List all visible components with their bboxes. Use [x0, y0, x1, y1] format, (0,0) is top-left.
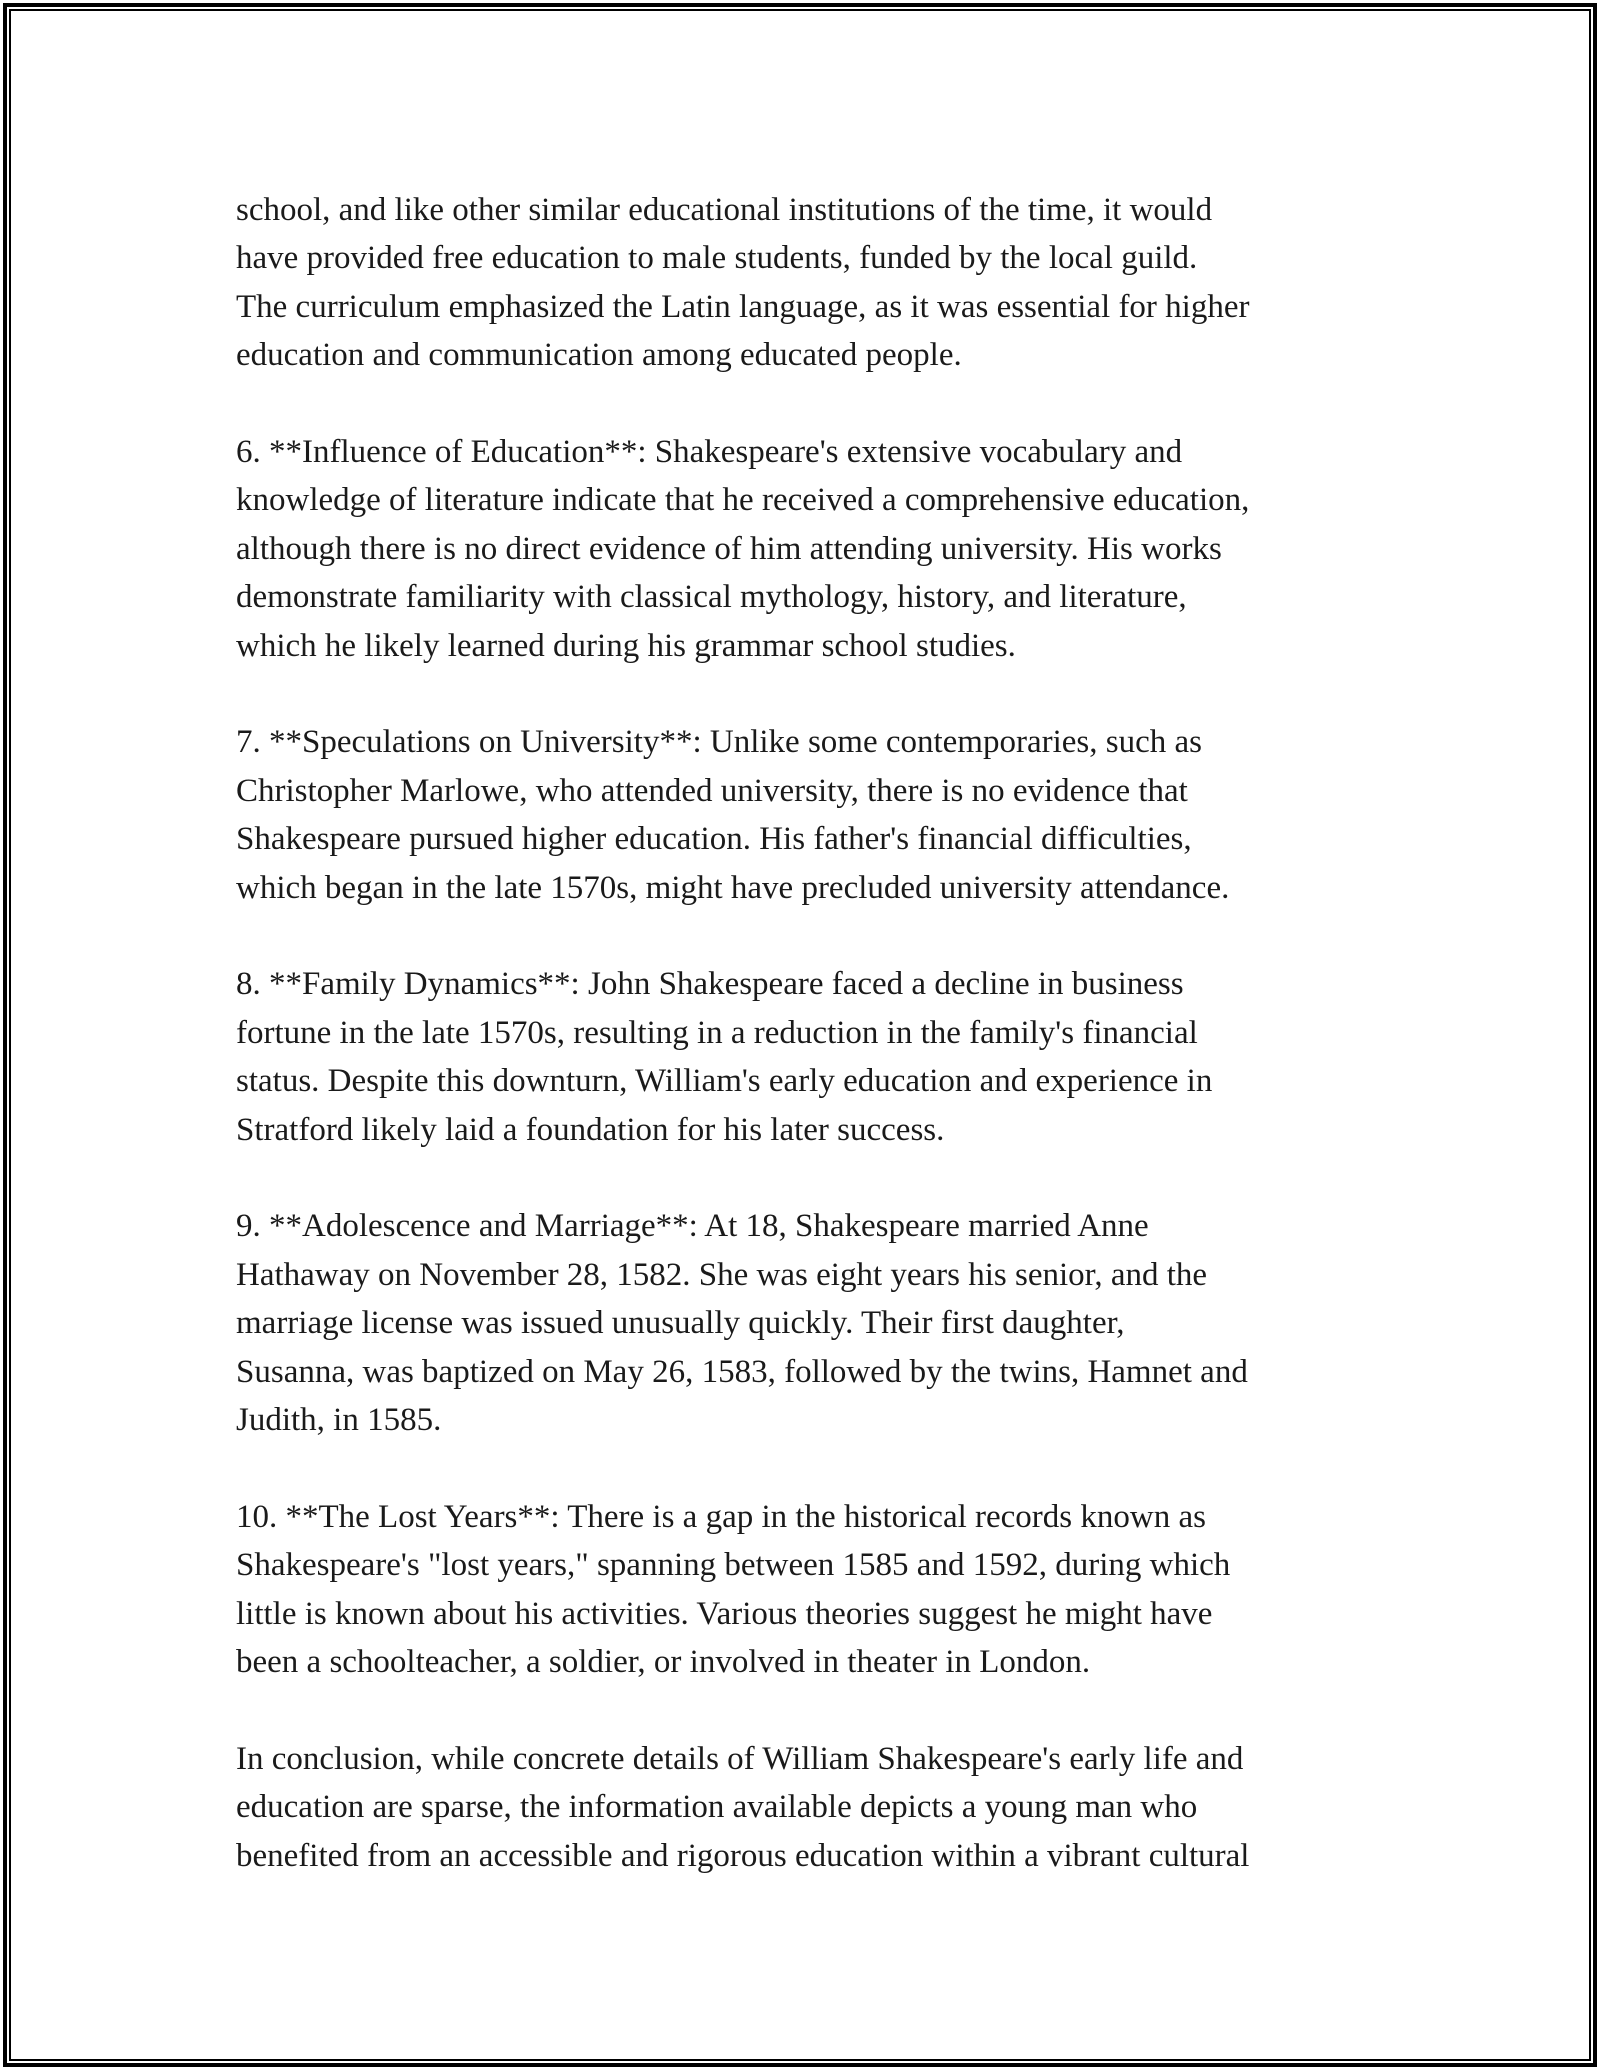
paragraph-speculations-on-university: 7. **Speculations on University**: Unlike some contemporaries, such as Christopher Marlowe, who attended university, there is no evidence that Shakespeare pursued higher education. His father's financial difficulties, which began in the late 1570s, might have precluded university attendance.: [236, 724, 1230, 906]
document-body: [236, 186, 1386, 1880]
paragraph-conclusion: In conclusion, while concrete details of William Shakespeare's early life and education are sparse, the information available depicts a young man who benefited from an accessible and rigorous education within a vibrant cultural: [236, 1740, 1250, 1874]
paragraph-family-dynamics: 8. **Family Dynamics**: John Shakespeare faced a decline in business fortune in the late 1570s, resulting in a reduction in the family's financial status. Despite this downturn, William's early education and experience in Stratford likely laid a foundation for his later success.: [236, 966, 1213, 1148]
paragraph-adolescence-and-marriage: 9. **Adolescence and Marriage**: At 18, Shakespeare married Anne Hathaway on November 28, 1582. She was eight years his senior, and the marriage license was issued unusually quickly. Their first daughter, Susanna, was baptized on May 26, 1583, followed by the twins, Hamnet and Judith, in 1585.: [236, 1208, 1248, 1439]
paragraph-lost-years: 10. **The Lost Years**: There is a gap in the historical records known as Shakespeare's "lost years," spanning between 1585 and 1592, during which little is known about his activities. Various theories suggest he might have been a schoolteacher, a soldier, or involved in theater in London.: [236, 1498, 1231, 1681]
paragraph-school-curriculum: school, and like other similar educational institutions of the time, it would have provided free education to male students, funded by the local guild. The curriculum emphasized the Latin language, as it was essential for higher education and communication among educated people.: [236, 192, 1250, 374]
paragraph-influence-of-education: 6. **Influence of Education**: Shakespeare's extensive vocabulary and knowledge of literature indicate that he received a comprehensive education, although there is no direct evidence of him attending university. His works demonstrate familiarity with classical mythology, history, and literature, which he likely learned during his grammar school studies.: [236, 434, 1250, 664]
